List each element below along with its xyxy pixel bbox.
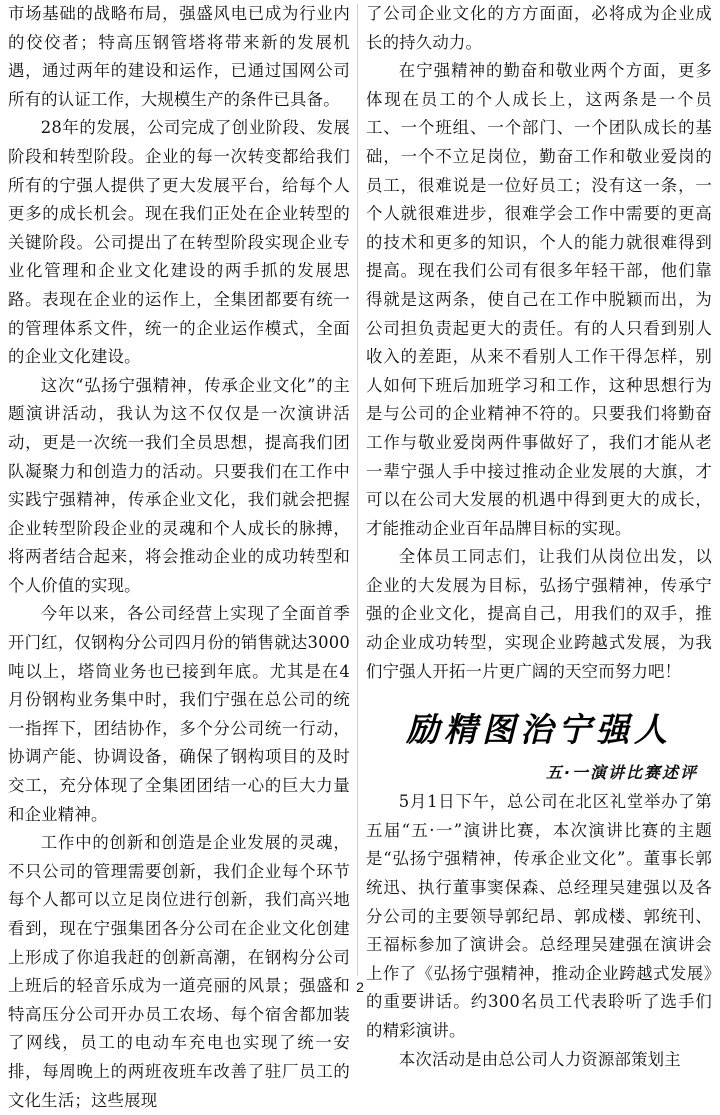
paragraph: 28年的发展，公司完成了创业阶段、发展阶段和转型阶段。企业的每一次转变都给我们所有的宁强人提供了更大发展平台，给每个人更多的成长机会。现在我们正处在企业转型的关键阶段。公司提出了在转型阶段实现企业专业化管理和企业文化建设的两手抓的发展思路。表现在企业的运作上，全集团都要有统一的管理体系文件，统一的企业运作模式，全面的企业文化建设。 [8, 118, 350, 367]
paragraph: 今年以来，各公司经营上实现了全面首季开门红，仅钢构分公司四月份的销售就达3000吨以上，塔筒业务也已接到年底。尤其是在4月份钢构业务集中时，我们宁强在总公司的统一指挥下，团结协作，多个分公司统一行动，协调产能、协调设备，确保了钢构项目的及时交工，充分体现了全集团团结一心的巨大力量和企业精神。 [8, 604, 350, 824]
paragraph: 全体员工同志们，让我们从岗位出发，以企业的大发展为目标，弘扬宁强精神，传承宁强的企业文化，提高自己，用我们的双手，推动企业成功转型，实现企业跨越式发展，为我们宁强人开拓一片更广阔的天空而努力吧！ [366, 547, 712, 681]
paragraph: 本次活动是由总公司人力资源部策划主 [398, 1049, 681, 1069]
page-number: 2 [356, 979, 364, 995]
article-headline: 励精图治宁强人 [406, 710, 672, 750]
paragraph: 了公司企业文化的方方面面，必将成为企业成长的持久动力。 [366, 4, 712, 52]
paragraph: 这次“弘扬宁强精神，传承企业文化”的主题演讲活动，我认为这不仅仅是一次演讲活动，更是一次统一我们全员思想，提高我们团队凝聚力和创造力的活动。只要我们在工作中实践宁强精神，传承企业文化，我们就会把握企业转型阶段企业的灵魂和个人成长的脉搏，将两者结合起来，将会推动企业的成功转型和个人价值的实现。 [8, 375, 350, 595]
paragraph: 工作中的创新和创造是企业发展的灵魂，不只公司的管理需要创新，我们企业每个环节每个人都可以立足岗位进行创新，我们高兴地看到，现在宁强集团各分公司在企业文化创建上形成了你追我赶的创新高潮，在钢构分公司上班后的轻音乐成为一道亮丽的风景；强盛和特高压分公司开办员工农场、每个宿舍都加装了网线，员工的电动车充电也实现了统一安排，每周晚上的两班夜班车改善了驻厂员工的文化生活；这些展现 [8, 833, 350, 1110]
column-divider [357, 4, 358, 976]
left-column [8, 0, 350, 1115]
paragraph: 在宁强精神的勤奋和敬业两个方面，更多体现在员工的个人成长上，这两条是一个员工、一个班组、一个部门、一个团队成长的基础，一个不立足岗位，勤奋工作和敬业爱岗的员工，很难说是一位好员工；没有这一条，一个人就很难进步，很难学会工作中需要的更高的技术和更多的知识，个人的能力就很难得到提高。现在我们公司有很多年轻干部，他们靠得就是这两条，使自己在工作中脱颖而出，为公司担负责起更大的责任。有的人只看到别人收入的差距，从来不看别人工作干得怎样，别人如何下班后加班学习和工作，这种思想行为是与公司的企业精神不符的。只要我们将勤奋工作与敬业爱岗两件事做好了，我们才能从老一辈宁强人手中接过推动企业发展的大旗，才可以在公司大发展的机遇中得到更大的成长，才能推动企业百年品牌目标的实现。 [366, 61, 712, 538]
article-subheadline: 五·一演讲比赛述评 [545, 763, 698, 783]
paragraph: 5月1日下午，总公司在北区礼堂举办了第五届“五·一”演讲比赛，本次演讲比赛的主题是“弘扬宁强精神，传承企业文化”。董事长郭统迅、执行董事窦保森、总经理吴建强以及各分公司的主要领导郭纪昂、郭成楼、郭统刊、王福标参加了演讲会。总经理吴建强在演讲会上作了《弘扬宁强精神，推动企业跨越式发展》的重要讲话。约300名员工代表聆听了选手们的精彩演讲。 [366, 792, 712, 1040]
right-column [366, 0, 712, 1074]
paragraph: 市场基础的战略布局，强盛风电已成为行业内的佼佼者；特高压钢管塔将带来新的发展机遇，通过两年的建设和运作，已通过国网公司所有的认证工作，大规模生产的条件已具备。 [8, 4, 350, 109]
